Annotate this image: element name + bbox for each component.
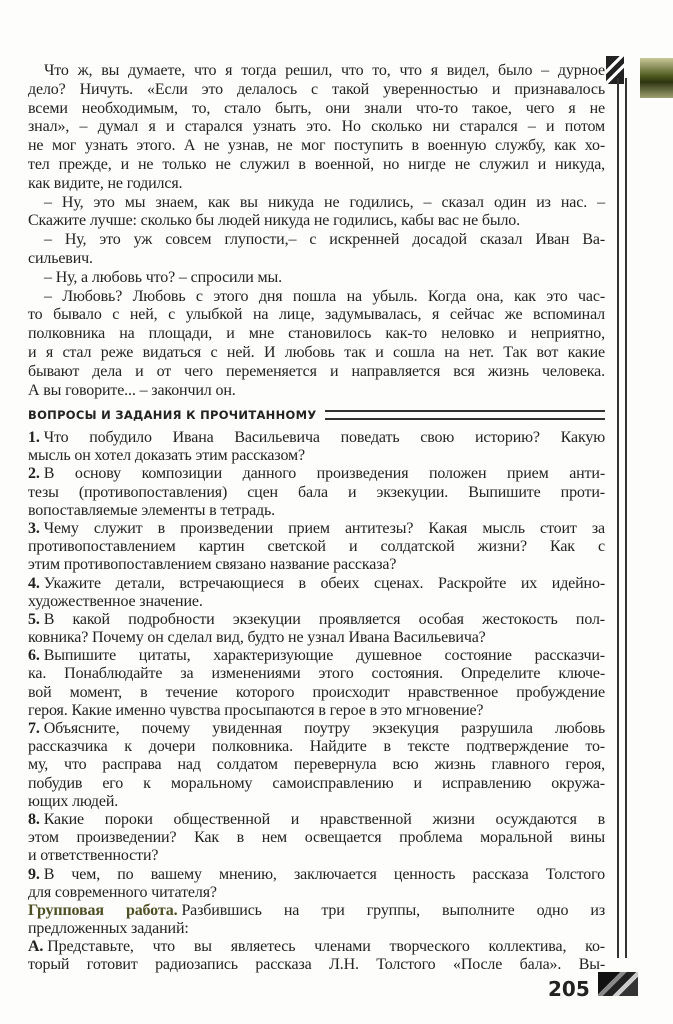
line-text: дело? Ничуть. «Если это делалось с такой уверенностью и признавалось (28, 80, 605, 98)
question-line (28, 429, 605, 447)
line-text: – Ну, а любовь что? – спросили мы. (44, 268, 282, 286)
line-text: Укажите детали, встречающиеся в обеих сценах. Раскройте их идейно- (43, 574, 605, 592)
line-text: мысль он хотел доказать этим рассказом? (28, 447, 305, 465)
question-line (28, 775, 605, 793)
heading-rule (325, 410, 605, 420)
question-line (28, 811, 605, 829)
line-text: этим противопоставлением связано название рассказа? (28, 556, 397, 574)
questions-list (28, 429, 605, 975)
line-text: Объясните, почему увиденная поутру экзекуция разрушила любовь (43, 720, 605, 737)
line-text: тел прежде, и не только не служил в военной, но нигде не служил и никуда, (28, 155, 605, 173)
margin-double-rule (617, 78, 627, 958)
question-number: 6. (28, 647, 40, 665)
question-line (28, 702, 605, 720)
question-line (28, 884, 605, 902)
line-text: предложенных заданий: (28, 920, 189, 938)
text-line (28, 250, 605, 269)
line-text: Скажите лучше: сколько бы людей никуда не годились, кабы вас не было. (28, 212, 521, 230)
line-text: героя. Какие именно чувства просыпаются в герое в это мгновение? (28, 701, 484, 719)
text-line (28, 269, 605, 288)
text-line (28, 212, 605, 231)
text-line (28, 363, 605, 382)
line-text: художественное значение. (28, 592, 203, 610)
text-line (28, 156, 605, 175)
page-edge-tab (640, 58, 673, 98)
line-text: всеми необходимым, то, стало быть, они знали что-то такое, чего я не (28, 99, 605, 117)
question-line (28, 629, 605, 647)
line-text: В чем, по вашему мнению, заключается ценность рассказа Толстого (43, 865, 605, 883)
question-line (28, 484, 605, 502)
question-line (28, 538, 605, 556)
question-line (28, 847, 605, 865)
question-line (28, 920, 605, 938)
line-text: ковника? Почему он сделал вид, будто не узнал Ивана Васильевича? (28, 629, 486, 647)
question-line (28, 902, 605, 920)
line-text: тезы (противопоставления) сцен бала и экзекуции. Выпишите проти- (28, 483, 605, 501)
question-line (28, 684, 605, 702)
line-text: то бывало с ней, с улыбкой на лице, задумывалась, я сейчас же вспоминал (28, 306, 605, 324)
question-line (28, 738, 605, 756)
line-text: вопоставляемые элементы в тетрадь. (28, 501, 276, 519)
line-text: Чему служит в произведении прием антитезы? Какая мысль стоит за (43, 519, 605, 537)
line-text: знал», – думал я и старался узнать это. Но сколько ни старался – и потом (28, 118, 605, 136)
question-number: 1. (28, 429, 40, 446)
line-text: му, что расправа над солдатом перевернула всю жизнь главного героя, (28, 756, 605, 774)
line-text: В основу композиции данного произведения положен прием анти- (43, 465, 605, 483)
line-text: бывают дела и от чего переменяется и направляется вся жизнь человека. (28, 362, 605, 380)
question-line (28, 447, 605, 465)
text-line (28, 81, 605, 100)
line-text: противопоставлением картин светской и солдатской жизни? Как с (28, 538, 605, 556)
group-work-label: Групповая работа. (28, 901, 178, 919)
question-number: А. (28, 938, 44, 956)
text-line (28, 194, 605, 213)
question-line (28, 665, 605, 683)
question-line (28, 465, 605, 483)
text-line (28, 137, 605, 156)
question-line (28, 756, 605, 774)
text-line (28, 100, 605, 119)
page-number: 205 (548, 977, 590, 1001)
line-text: А вы говорите... – закончил он. (28, 381, 236, 399)
text-line (28, 62, 605, 81)
line-text: этом произведении? Как в нем освещается проблема моральной вины (28, 829, 605, 847)
question-number: 5. (28, 610, 40, 628)
question-line (28, 793, 605, 811)
line-text: В какой подробности экзекуции проявляется особая жестокость пол- (43, 610, 605, 628)
text-line (28, 325, 605, 344)
text-line (28, 344, 605, 363)
question-line (28, 520, 605, 538)
line-text: Что ж, вы думаете, что я тогда решил, что то, что я видел, было – дурное (44, 62, 605, 79)
question-line (28, 829, 605, 847)
question-line (28, 611, 605, 629)
line-text: сильевич. (28, 249, 93, 267)
question-line (28, 720, 605, 738)
line-text: рассказчика к дочери полковника. Найдите в тексте подтверждение то- (28, 738, 605, 756)
line-text: для современного читателя? (28, 883, 217, 901)
line-text: полковника на площади, и мне становилось как-то неловко и неприятно, (28, 325, 605, 343)
question-number: 4. (28, 574, 40, 592)
line-text: Выпишите цитаты, характеризующие душевное состояние рассказчи- (43, 647, 605, 665)
text-line (28, 382, 605, 401)
question-line (28, 502, 605, 520)
line-text: вой момент, в течение которого происходит нравственное пробуждение (28, 683, 605, 701)
section-heading-title: ВОПРОСЫ И ЗАДАНИЯ К ПРОЧИТАННОМУ (28, 408, 317, 422)
question-line (28, 938, 605, 956)
question-line (28, 866, 605, 884)
text-line (28, 175, 605, 194)
line-text: Что побудило Ивана Васильевича поведать свою историю? Какую (43, 429, 605, 446)
line-text: как видите, не годился. (28, 174, 183, 192)
section-heading (28, 408, 605, 422)
line-text: Представьте, что вы являетесь членами творческого коллектива, ко- (47, 938, 605, 956)
question-number: 3. (28, 519, 40, 537)
question-line (28, 556, 605, 574)
question-line (28, 647, 605, 665)
line-text: – Ну, это мы знаем, как вы никуда не годились, – сказал один из нас. – (44, 193, 605, 211)
text-line (28, 231, 605, 250)
question-line (28, 575, 605, 593)
question-number: 8. (28, 810, 40, 828)
question-number: 7. (28, 720, 40, 737)
line-text: побудив его к моральному самоисправлению и исправлению окружа- (28, 774, 605, 792)
line-text: Разбившись на три группы, выполните одно из (181, 901, 605, 919)
text-line (28, 118, 605, 137)
text-line (28, 306, 605, 325)
line-text: не мог узнать этого. А не узнав, не мог поступить в военную службу, как хо- (28, 137, 605, 155)
line-text: Какие пороки общественной и нравственной жизни осуждаются в (43, 810, 605, 828)
question-line (28, 956, 605, 974)
question-number: 2. (28, 465, 40, 483)
line-text: – Любовь? Любовь с этого дня пошла на убыль. Когда она, как это час- (44, 287, 605, 305)
text-line (28, 288, 605, 307)
question-number: 9. (28, 865, 40, 883)
bottom-ornament-icon (598, 972, 638, 996)
line-text: ющих людей. (28, 792, 119, 810)
story-text (28, 62, 605, 400)
line-text: – Ну, это уж совсем глупости,– с искренней досадой сказал Иван Ва- (44, 231, 605, 249)
line-text: и ответственности? (28, 847, 159, 865)
line-text: и я стал реже видаться с ней. И любовь так и сошла на нет. Так вот какие (28, 343, 605, 361)
line-text: торый готовит радиозапись рассказа Л.Н. Толстого «После бала». Вы- (28, 956, 605, 974)
question-line (28, 593, 605, 611)
line-text: ка. Понаблюдайте за изменениями этого состояния. Определите ключе- (28, 665, 605, 683)
